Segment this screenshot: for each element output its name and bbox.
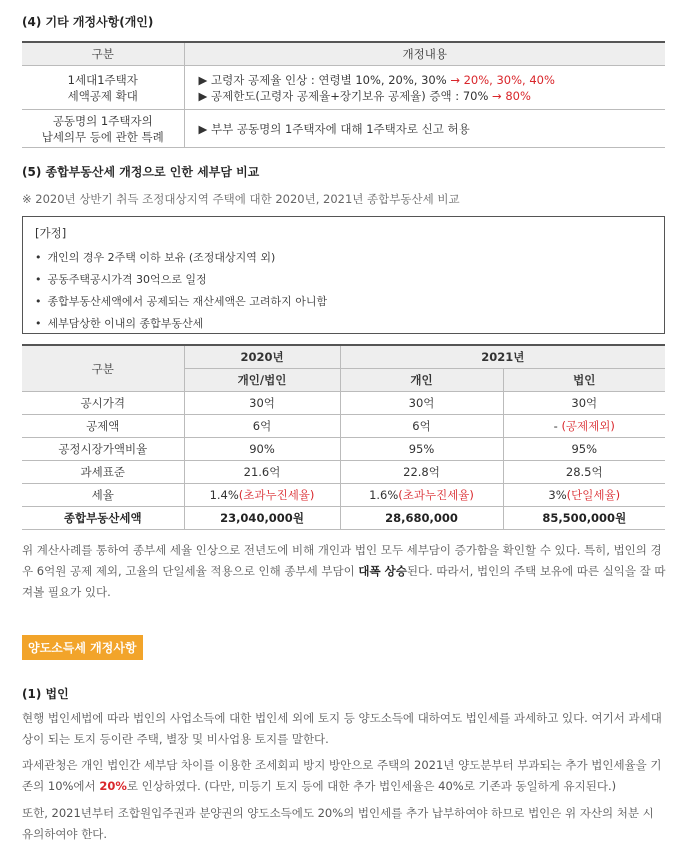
table-header-row <box>22 345 665 369</box>
revision-table <box>22 41 665 148</box>
row-label: 공동명의 1주택자의 납세의무 등에 관한 특례 <box>22 110 184 148</box>
table-row: 과세표준 21.6억 22.8억 28.5억 <box>22 461 665 484</box>
table-row-total: 종합부동산세액 23,040,000원 28,680,000 85,500,000원 <box>22 507 665 530</box>
paragraph-1: 현행 법인세법에 따라 법인의 사업소득에 대한 법인세 외에 토지 등 양도소득에 대하여도 법인세를 과세하고 있다. 여기서 과세대상이 되는 토지 등이란 주택, 별장 및 비사업용 토지를 말한다. <box>22 711 662 746</box>
section-badge: 양도소득세 개정사항 <box>22 635 143 660</box>
row-content: ▶ 부부 공동명의 1주택자에 대해 1주택자로 신고 허용 <box>184 110 665 148</box>
comparison-note: ※ 2020년 상반기 취득 조정대상지역 주택에 대한 2020년, 2021년 종합부동산세 비교 <box>22 192 460 206</box>
paragraph-3: 또한, 2021년부터 조합원입주권과 분양권의 양도소득에도 20%의 법인세를 추가 납부하여야 하므로 법인은 위 자산의 처분 시 유의하여야 한다. <box>22 806 654 841</box>
table-header-row <box>22 42 665 66</box>
header-content: 개정내용 <box>184 42 665 66</box>
assumptions-title: [가정] <box>35 226 67 240</box>
row-content: ▶ 고령자 공제율 인상 : 연령별 10%, 20%, 30% → 20%, 30%, 40% ▶ 공제한도(고령자 공제율+장기보유 공제율) 증액 : 70% → 80% <box>184 66 665 110</box>
table-row: 공시가격 30억 30억 30억 <box>22 392 665 415</box>
list-item: • 공동주택공시가격 30억으로 일정 <box>35 269 327 291</box>
subheader: 법인 <box>503 369 665 392</box>
section4-heading: (4) 기타 개정사항(개인) <box>22 15 154 29</box>
header-2020: 2020년 <box>184 345 340 369</box>
subheader: 개인/법인 <box>184 369 340 392</box>
subheader: 개인 <box>340 369 503 392</box>
table-row <box>22 66 665 110</box>
tax-comparison-table <box>22 344 665 530</box>
assumptions-box <box>22 216 665 334</box>
paragraph-2: 과세관청은 개인 법인간 세부담 차이를 이용한 조세회피 방지 방안으로 주택의 2021년 양도분부터 부과되는 추가 법인세율을 기존의 10%에서 20%로 인상하였다. (다만, 미등기 토지 등에 대한 추가 법인세율은 40%로 기존과 동일하게 유지된다.) <box>22 758 662 793</box>
section5-heading: (5) 종합부동산세 개정으로 인한 세부담 비교 <box>22 165 260 179</box>
summary-paragraph: 위 계산사례를 통하여 종부세 세율 인상으로 전년도에 비해 개인과 법인 모두 세부담이 증가함을 확인할 수 있다. 특히, 법인의 경우 6억원 공제 제외, 고율의 단일세율 적용으로 인해 종부세 부담이 대폭 상승된다. 따라서, 법인의 주택 보유에 따른 실익을 잘 따져볼 필요가 있다. <box>22 543 666 599</box>
header-category: 구분 <box>22 42 184 66</box>
list-item: • 개인의 경우 2주택 이하 보유 (조정대상지역 외) <box>35 247 327 269</box>
list-item: • 종합부동산세액에서 공제되는 재산세액은 고려하지 아니함 <box>35 291 327 313</box>
header-2021: 2021년 <box>340 345 665 369</box>
table-row: 세율 1.4%(초과누진세율) 1.6%(초과누진세율) 3%(단일세율) <box>22 484 665 507</box>
header-category: 구분 <box>22 345 184 392</box>
list-item: • 세부담상한 이내의 종합부동산세 <box>35 313 327 335</box>
row-label: 1세대1주택자 세액공제 확대 <box>22 66 184 110</box>
table-row <box>22 110 665 148</box>
table-row: 공제액 6억 6억 - (공제제외) <box>22 415 665 438</box>
assumptions-list <box>35 247 327 335</box>
corporate-heading: (1) 법인 <box>22 687 69 701</box>
table-row: 공정시장가액비율 90% 95% 95% <box>22 438 665 461</box>
